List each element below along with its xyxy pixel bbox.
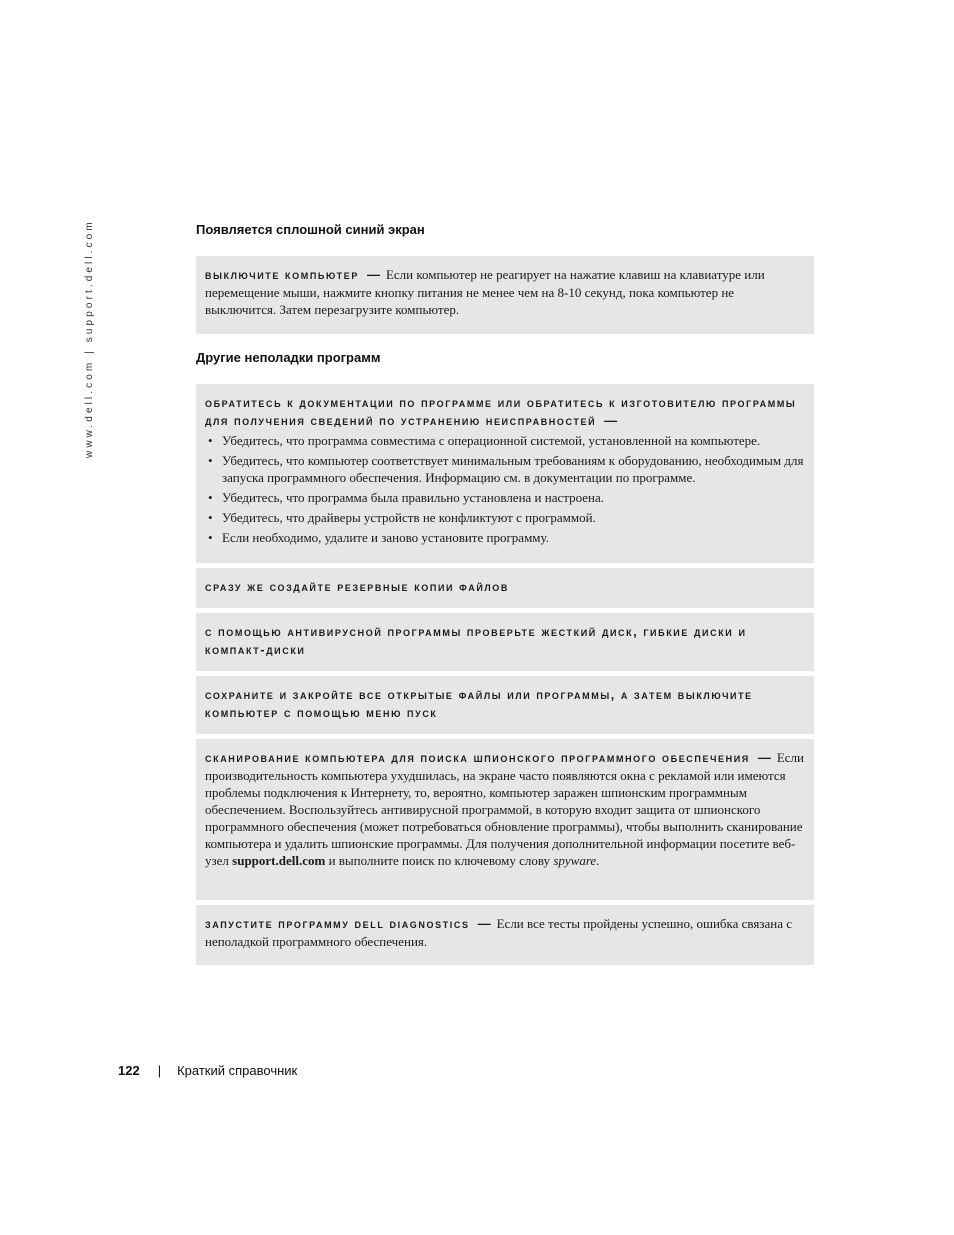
page-footer bbox=[118, 1063, 297, 1078]
box-title: сканирование компьютера для поиска шпионского программного обеспечения bbox=[205, 751, 750, 765]
support-link[interactable]: support.dell.com bbox=[232, 853, 326, 868]
list-item: • Если необходимо, удалите и заново установите программу. bbox=[205, 529, 805, 546]
box-title: с помощью антивирусной программы проверьте жесткий диск, гибкие диски и компакт-диски bbox=[205, 625, 747, 657]
side-url: www.dell.com | support.dell.com bbox=[84, 219, 95, 458]
sentence-end: . bbox=[596, 853, 600, 868]
list-item: • Убедитесь, что программа совместима с операционной системой, установленной на компьютере. bbox=[205, 432, 805, 449]
box-text: Если все тесты пройдены успешно, ошибка связана с неполадкой программного обеспечения. bbox=[205, 916, 793, 949]
box-title: обратитесь к документации по программе или обратитесь к изготовителю программы для получения сведений по устранению неисправностей bbox=[205, 396, 797, 428]
box-title: выключите компьютер bbox=[205, 268, 359, 282]
box-spyware-scan bbox=[196, 739, 814, 900]
box-turn-off-computer bbox=[196, 256, 814, 334]
em-dash: — bbox=[604, 413, 618, 428]
list-item: • Убедитесь, что компьютер соответствует минимальным требованиям к оборудованию, необходимым для запуска программного обеспечения. Информацию см. в документации по программе. bbox=[205, 452, 805, 486]
footer-separator: | bbox=[157, 1063, 162, 1078]
box-title: запустите программу dell diagnostics bbox=[205, 917, 470, 931]
box-title: сохраните и закройте все открытые файлы или программы, а затем выключите компьютер с помощью меню пуск bbox=[205, 688, 753, 720]
box-title: сразу же создайте резервные копии файлов bbox=[205, 580, 510, 594]
box-antivirus-check bbox=[196, 613, 814, 671]
box-save-and-shutdown bbox=[196, 676, 814, 734]
list-item: • Убедитесь, что программа была правильно установлена и настроена. bbox=[205, 489, 805, 506]
box-text: Если компьютер не реагирует на нажатие клавиш на клавиатуре или перемещение мыши, нажмите кнопку питания не менее чем на 8-10 секунд, пока компьютер не выключится. Затем перезагрузите компьютер. bbox=[205, 267, 765, 317]
em-dash: — bbox=[366, 267, 380, 282]
em-dash: — bbox=[477, 916, 491, 931]
box-text: Если производительность компьютера ухудшилась, на экране часто появляются окна с рекламой или имеются проблемы подключения к Интернету, то, вероятно, компьютер заражен шпионским программным обеспечением. Воспользуйтесь антивирусной программой, в которую входит защита от шпионского программного обеспечения (может потребоваться обновление программы), чтобы выполнить сканирование компьютера и удалить шпионские программы. Для получения дополнительной информации посетите веб-узел bbox=[205, 750, 804, 868]
page-number: 122 bbox=[118, 1063, 140, 1078]
list-item: • Убедитесь, что драйверы устройств не конфликтуют с программой. bbox=[205, 509, 805, 526]
box-text-after: и выполните поиск по ключевому слову bbox=[328, 853, 551, 868]
box-backup-files bbox=[196, 568, 814, 608]
footer-title: Краткий справочник bbox=[177, 1063, 298, 1078]
section-heading-blue-screen: Появляется сплошной синий экран bbox=[196, 222, 425, 237]
box-contact-documentation bbox=[196, 384, 814, 563]
box-dell-diagnostics bbox=[196, 905, 814, 965]
requirements-list bbox=[205, 432, 805, 546]
keyword: spyware bbox=[553, 853, 597, 868]
em-dash: — bbox=[757, 750, 771, 765]
section-heading-other-problems: Другие неполадки программ bbox=[196, 350, 381, 365]
